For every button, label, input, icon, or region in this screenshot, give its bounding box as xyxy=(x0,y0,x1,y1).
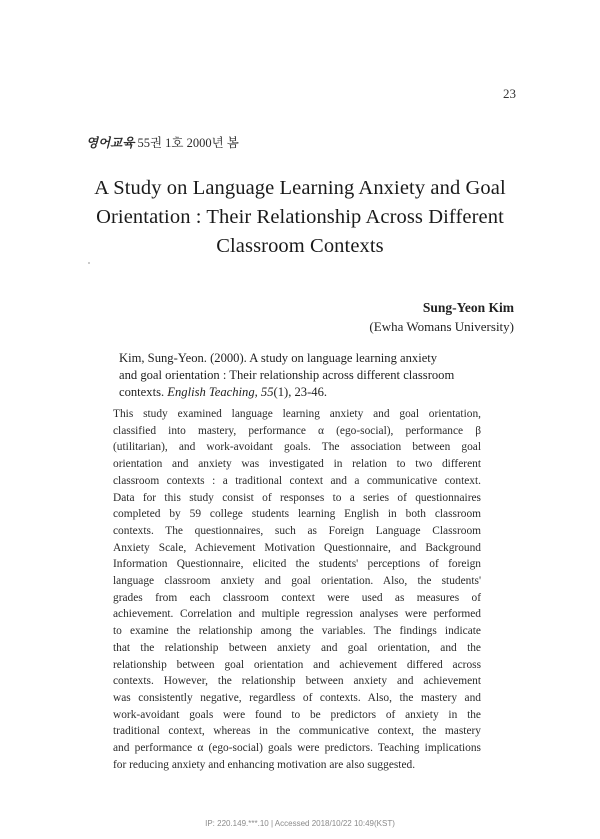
abstract-line: and performance α (ego-social) goals were predictors. Teaching implications xyxy=(113,742,481,755)
title-line: A Study on Language Learning Anxiety and Goal xyxy=(94,177,506,199)
citation-line: Kim, Sung-Yeon. (2000). A study on language learning anxiety xyxy=(119,351,438,365)
abstract-line: language classroom anxiety and goal orientation. Also, the students' xyxy=(113,575,481,588)
abstract-line: for reducing anxiety and enhancing motivation are also suggested. xyxy=(113,758,416,771)
title-line: Classroom Contexts xyxy=(216,235,384,257)
journal-issue: 55권 1호 2000년 봄 xyxy=(137,136,239,150)
page-number: 23 xyxy=(503,86,516,101)
abstract-line: orientation and anxiety was investigated in relation to two different xyxy=(113,458,481,471)
abstract-line: relationship between goal orientation and achievement differed across xyxy=(113,658,481,671)
abstract-line: This study examined language learning anxiety and goal orientation, xyxy=(113,408,481,420)
journal-name: 영어교육 xyxy=(86,136,135,150)
citation-suffix: (1), 23-46. xyxy=(273,385,328,399)
abstract xyxy=(113,406,481,773)
abstract-line: Information Questionnaire, elicited the students' perceptions of foreign xyxy=(113,558,481,571)
abstract-line: (utilitarian), and work-avoidant goals. The association between goal xyxy=(113,441,481,454)
abstract-line: achievement. Correlation and multiple regression analyses were performed xyxy=(113,608,481,621)
abstract-line: traditional context, whereas in the communicative context, the mastery xyxy=(113,725,481,738)
abstract-line: was consistently negative, regardless of contexts. Also, the mastery and xyxy=(113,691,481,704)
abstract-line: completed by 59 college students learning English in both classroom xyxy=(113,508,481,521)
abstract-line: contexts. The questionnaires, such as Foreign Language Classroom xyxy=(113,524,481,537)
citation-journal: English Teaching, 55 xyxy=(167,385,274,399)
author-affiliation: (Ewha Womans University) xyxy=(369,319,514,334)
journal-header xyxy=(86,133,239,151)
abstract-line: to examine the relationship among the variables. The findings indicate xyxy=(113,625,481,638)
abstract-line: contexts. However, the relationship between anxiety and achievement xyxy=(113,675,481,688)
abstract-line: that the relationship between anxiety and goal orientation, and the xyxy=(113,641,481,654)
abstract-line: work-avoidant goals were found to be predictors of anxiety in the xyxy=(113,708,481,721)
abstract-line: grades from each classroom context were used as measures of xyxy=(113,591,481,604)
citation-prefix: contexts. xyxy=(119,385,168,399)
abstract-line: Data for this study consist of responses to a series of questionnaires xyxy=(113,491,481,504)
citation-line: and goal orientation : Their relationship across different classroom xyxy=(119,368,455,382)
scan-speck xyxy=(88,262,90,264)
title-line: Orientation : Their Relationship Across Different xyxy=(96,206,504,228)
access-footer: IP: 220.149.***.10 | Accessed 2018/10/22 10:49(KST) xyxy=(205,819,395,828)
abstract-line: Anxiety Scale, Achievement Motivation Questionnaire, and Background xyxy=(113,541,481,554)
abstract-line: classified into mastery, performance α (ego-social), performance β xyxy=(113,424,481,437)
abstract-line: classroom contexts : a traditional context and a communicative context. xyxy=(113,474,481,487)
citation xyxy=(119,350,481,401)
citation-line xyxy=(119,384,481,401)
author-name: Sung-Yeon Kim xyxy=(422,300,514,315)
paper-title xyxy=(40,174,560,261)
